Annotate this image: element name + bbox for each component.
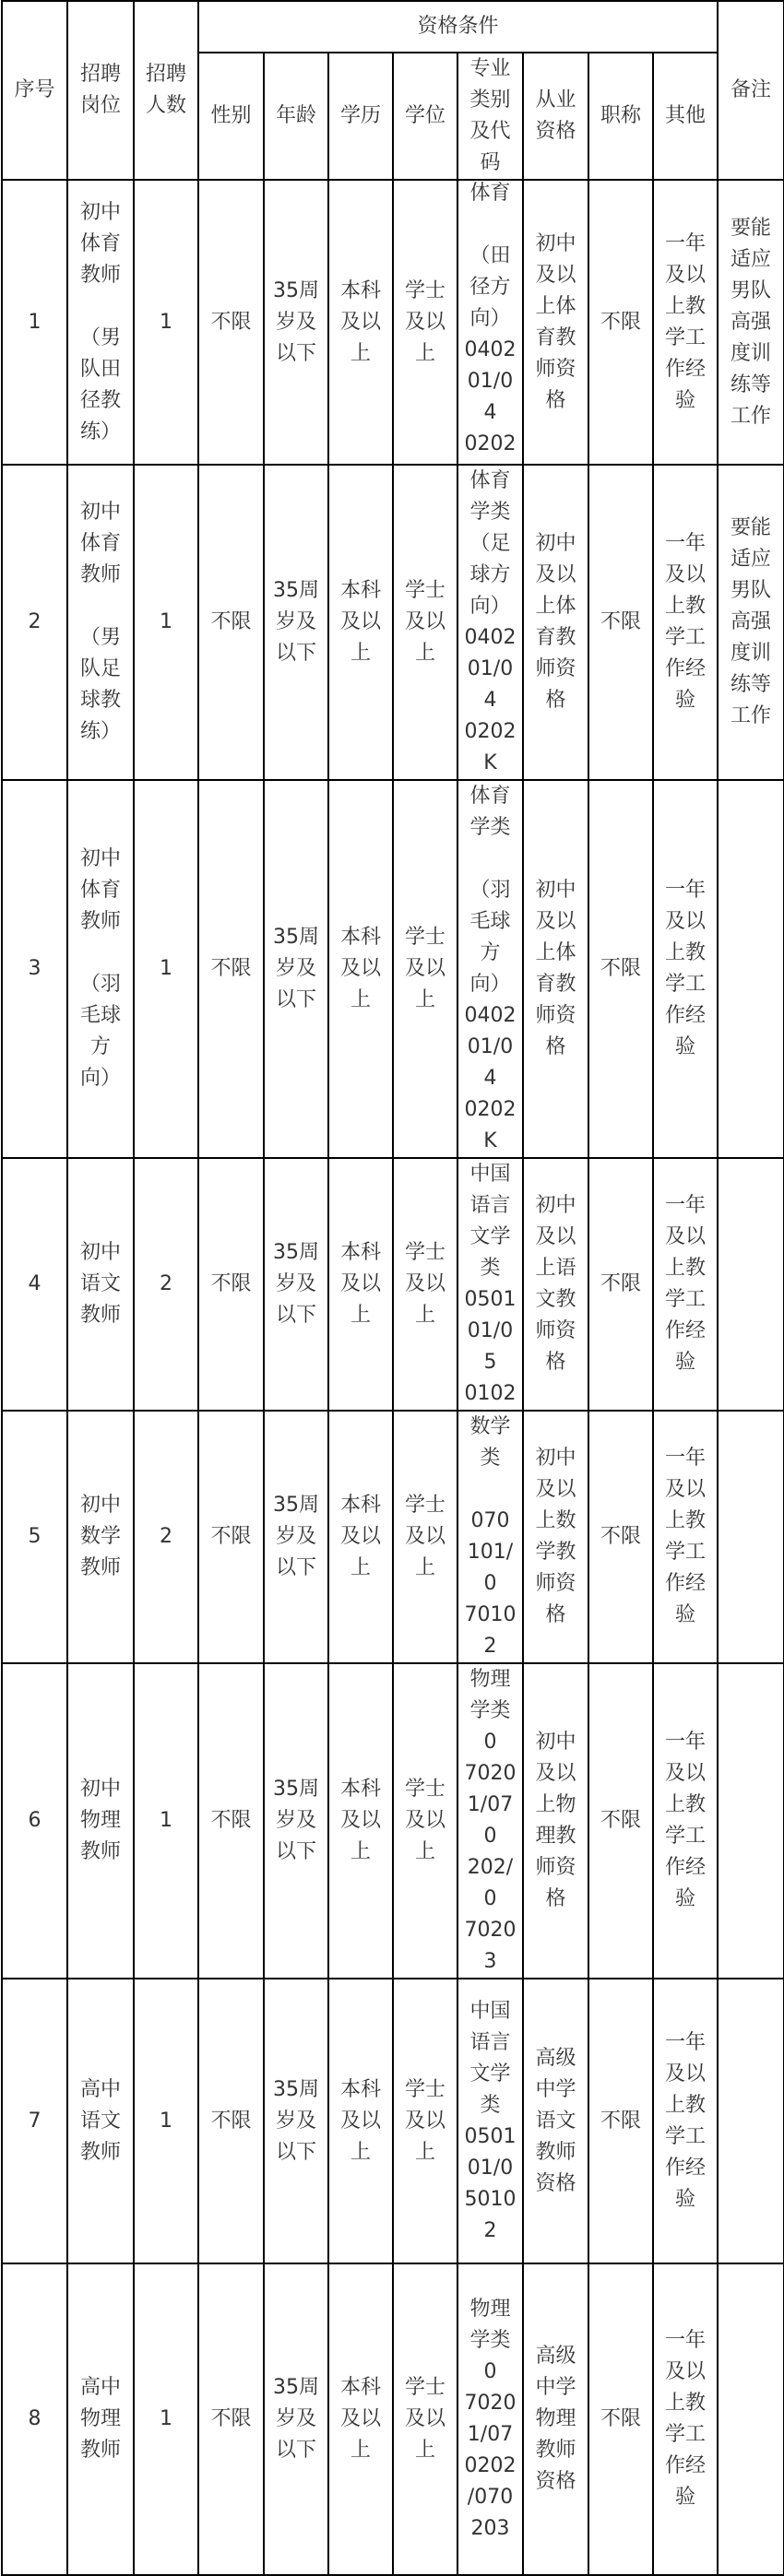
table-row [2, 780, 784, 1158]
cell-other: 一年 及以 上教 学工 作经 验 [653, 1158, 718, 1411]
cell-age: 35周 岁及 以下 [264, 465, 328, 780]
cell-remarks [718, 1158, 784, 1411]
cell-count: 1 [134, 1979, 198, 2263]
cell-major: 体育 学类 （足 球方 向） 0402 01/04 0202 K [457, 465, 523, 780]
cell-education: 本科 及以 上 [328, 465, 393, 780]
cell-position: 高中 物理 教师 [67, 2263, 134, 2575]
cell-count: 1 [134, 2263, 198, 2575]
cell-education: 本科 及以 上 [328, 1663, 393, 1979]
cell-major: 中国 语言 文学 类 0501 01/05 0102 [457, 1158, 523, 1411]
table-row [2, 1411, 784, 1663]
cell-gender: 不限 [198, 180, 264, 465]
cell-remarks [718, 1411, 784, 1663]
cell-other: 一年 及以 上教 学工 作经 验 [653, 180, 718, 465]
cell-seq: 8 [2, 2263, 67, 2575]
cell-degree: 学士 及以 上 [393, 1158, 457, 1411]
cell-gender: 不限 [198, 1158, 264, 1411]
cell-degree: 学士 及以 上 [393, 780, 457, 1158]
header-major: 专业 类别 及代 码 [457, 53, 523, 180]
cell-degree: 学士 及以 上 [393, 1411, 457, 1663]
cell-count: 1 [134, 1663, 198, 1979]
cell-age: 35周 岁及 以下 [264, 1663, 328, 1979]
cell-major [457, 180, 523, 465]
cell-age: 35周 岁及 以下 [264, 1411, 328, 1663]
cell-remarks [718, 1663, 784, 1979]
cell-age: 35周 岁及 以下 [264, 2263, 328, 2575]
cell-count: 1 [134, 780, 198, 1158]
table-row [2, 2263, 784, 2575]
cell-certificate: 初中 及以 上体 育教 师资 格 [523, 780, 588, 1158]
table-body [2, 180, 784, 2575]
table-row [2, 1663, 784, 1979]
cell-position: 高中 语文 教师 [67, 1979, 134, 2263]
cell-title: 不限 [588, 2263, 653, 2575]
cell-gender: 不限 [198, 2263, 264, 2575]
cell-certificate: 高级 中学 物理 教师 资格 [523, 2263, 588, 2575]
cell-major: 体育 学类 （羽 毛球 方 向） 0402 01/04 0202 K [457, 780, 523, 1158]
cell-other: 一年 及以 上教 学工 作经 验 [653, 1663, 718, 1979]
cell-position: 初中 数学 教师 [67, 1411, 134, 1663]
cell-certificate: 初中 及以 上体 育教 师资 格 [523, 465, 588, 780]
cell-remarks: 要能 适应 男队 高强 度训 练等 工作 [718, 465, 784, 780]
cell-position: 初中 语文 教师 [67, 1158, 134, 1411]
table-row [2, 180, 784, 465]
table-header [2, 1, 784, 180]
header-age: 年龄 [264, 53, 328, 180]
header-title: 职称 [588, 53, 653, 180]
cell-count: 1 [134, 465, 198, 780]
header-certificate: 从业 资格 [523, 53, 588, 180]
cell-major: 物理 学类 0 7020 1/070 202/0 7020 3 [457, 1663, 523, 1979]
header-education: 学历 [328, 53, 393, 180]
cell-gender: 不限 [198, 465, 264, 780]
cell-other: 一年 及以 上教 学工 作经 验 [653, 2263, 718, 2575]
cell-certificate: 初中 及以 上语 文教 师资 格 [523, 1158, 588, 1411]
cell-title: 不限 [588, 1158, 653, 1411]
cell-remarks: 要能 适应 男队 高强 度训 练等 工作 [718, 180, 784, 465]
header-position: 招聘 岗位 [67, 1, 134, 180]
header-degree: 学位 [393, 53, 457, 180]
cell-degree: 学士 及以 上 [393, 1979, 457, 2263]
cell-certificate: 初中 及以 上体 育教 师资 格 [523, 180, 588, 465]
cell-remarks [718, 780, 784, 1158]
table-row [2, 465, 784, 780]
header-remarks: 备注 [718, 1, 784, 180]
cell-position: 初中 体育 教师 （男 队田 径教 练） [67, 180, 134, 465]
cell-seq: 4 [2, 1158, 67, 1411]
cell-position: 初中 体育 教师 （羽 毛球 方 向） [67, 780, 134, 1158]
cell-count: 2 [134, 1411, 198, 1663]
cell-gender: 不限 [198, 1979, 264, 2263]
cell-seq: 1 [2, 180, 67, 465]
cell-education: 本科 及以 上 [328, 1411, 393, 1663]
cell-other: 一年 及以 上教 学工 作经 验 [653, 1979, 718, 2263]
cell-education: 本科 及以 上 [328, 780, 393, 1158]
cell-seq: 3 [2, 780, 67, 1158]
cell-degree: 学士 及以 上 [393, 465, 457, 780]
cell-degree: 学士 及以 上 [393, 180, 457, 465]
cell-degree: 学士 及以 上 [393, 2263, 457, 2575]
cell-other: 一年 及以 上教 学工 作经 验 [653, 465, 718, 780]
header-other: 其他 [653, 53, 718, 180]
cell-major: 物理 学类 0 7020 1/07 0202 /070 203 [457, 2263, 523, 2575]
table-row [2, 1979, 784, 2263]
cell-education: 本科 及以 上 [328, 1158, 393, 1411]
cell-remarks [718, 2263, 784, 2575]
cell-seq: 7 [2, 1979, 67, 2263]
cell-education: 本科 及以 上 [328, 180, 393, 465]
cell-title: 不限 [588, 465, 653, 780]
cell-age: 35周 岁及 以下 [264, 180, 328, 465]
table-row [2, 1158, 784, 1411]
cell-education: 本科 及以 上 [328, 2263, 393, 2575]
cell-other: 一年 及以 上教 学工 作经 验 [653, 780, 718, 1158]
cell-education: 本科 及以 上 [328, 1979, 393, 2263]
cell-certificate: 高级 中学 语文 教师 资格 [523, 1979, 588, 2263]
cell-title: 不限 [588, 1979, 653, 2263]
cell-age: 35周 岁及 以下 [264, 1158, 328, 1411]
cell-certificate: 初中 及以 上物 理教 师资 格 [523, 1663, 588, 1979]
cell-certificate: 初中 及以 上数 学教 师资 格 [523, 1411, 588, 1663]
cell-seq: 6 [2, 1663, 67, 1979]
cell-position: 初中 物理 教师 [67, 1663, 134, 1979]
cell-gender: 不限 [198, 1663, 264, 1979]
cell-count: 2 [134, 1158, 198, 1411]
header-count: 招聘 人数 [134, 1, 198, 180]
cell-other: 一年 及以 上教 学工 作经 验 [653, 1411, 718, 1663]
cell-title: 不限 [588, 1663, 653, 1979]
header-gender: 性别 [198, 53, 264, 180]
recruitment-table [1, 0, 784, 2576]
cell-seq: 2 [2, 465, 67, 780]
cell-gender: 不限 [198, 780, 264, 1158]
cell-major: 数学 类 070 101/0 7010 2 [457, 1411, 523, 1663]
cell-seq: 5 [2, 1411, 67, 1663]
cell-major: 中国 语言 文学 类 0501 01/0 5010 2 [457, 1979, 523, 2263]
cell-age: 35周 岁及 以下 [264, 1979, 328, 2263]
cell-major-text: 体育 （田 径方 向） 0402 01/04 0202 [464, 182, 517, 455]
header-seq: 序号 [2, 1, 67, 180]
cell-title: 不限 [588, 780, 653, 1158]
cell-remarks [718, 1979, 784, 2263]
cell-title: 不限 [588, 180, 653, 465]
cell-position: 初中 体育 教师 （男 队足 球教 练） [67, 465, 134, 780]
cell-gender: 不限 [198, 1411, 264, 1663]
cell-degree: 学士 及以 上 [393, 1663, 457, 1979]
cell-age: 35周 岁及 以下 [264, 780, 328, 1158]
cell-title: 不限 [588, 1411, 653, 1663]
cell-count: 1 [134, 180, 198, 465]
header-row-1 [2, 1, 784, 53]
header-qualifications: 资格条件 [198, 1, 718, 53]
